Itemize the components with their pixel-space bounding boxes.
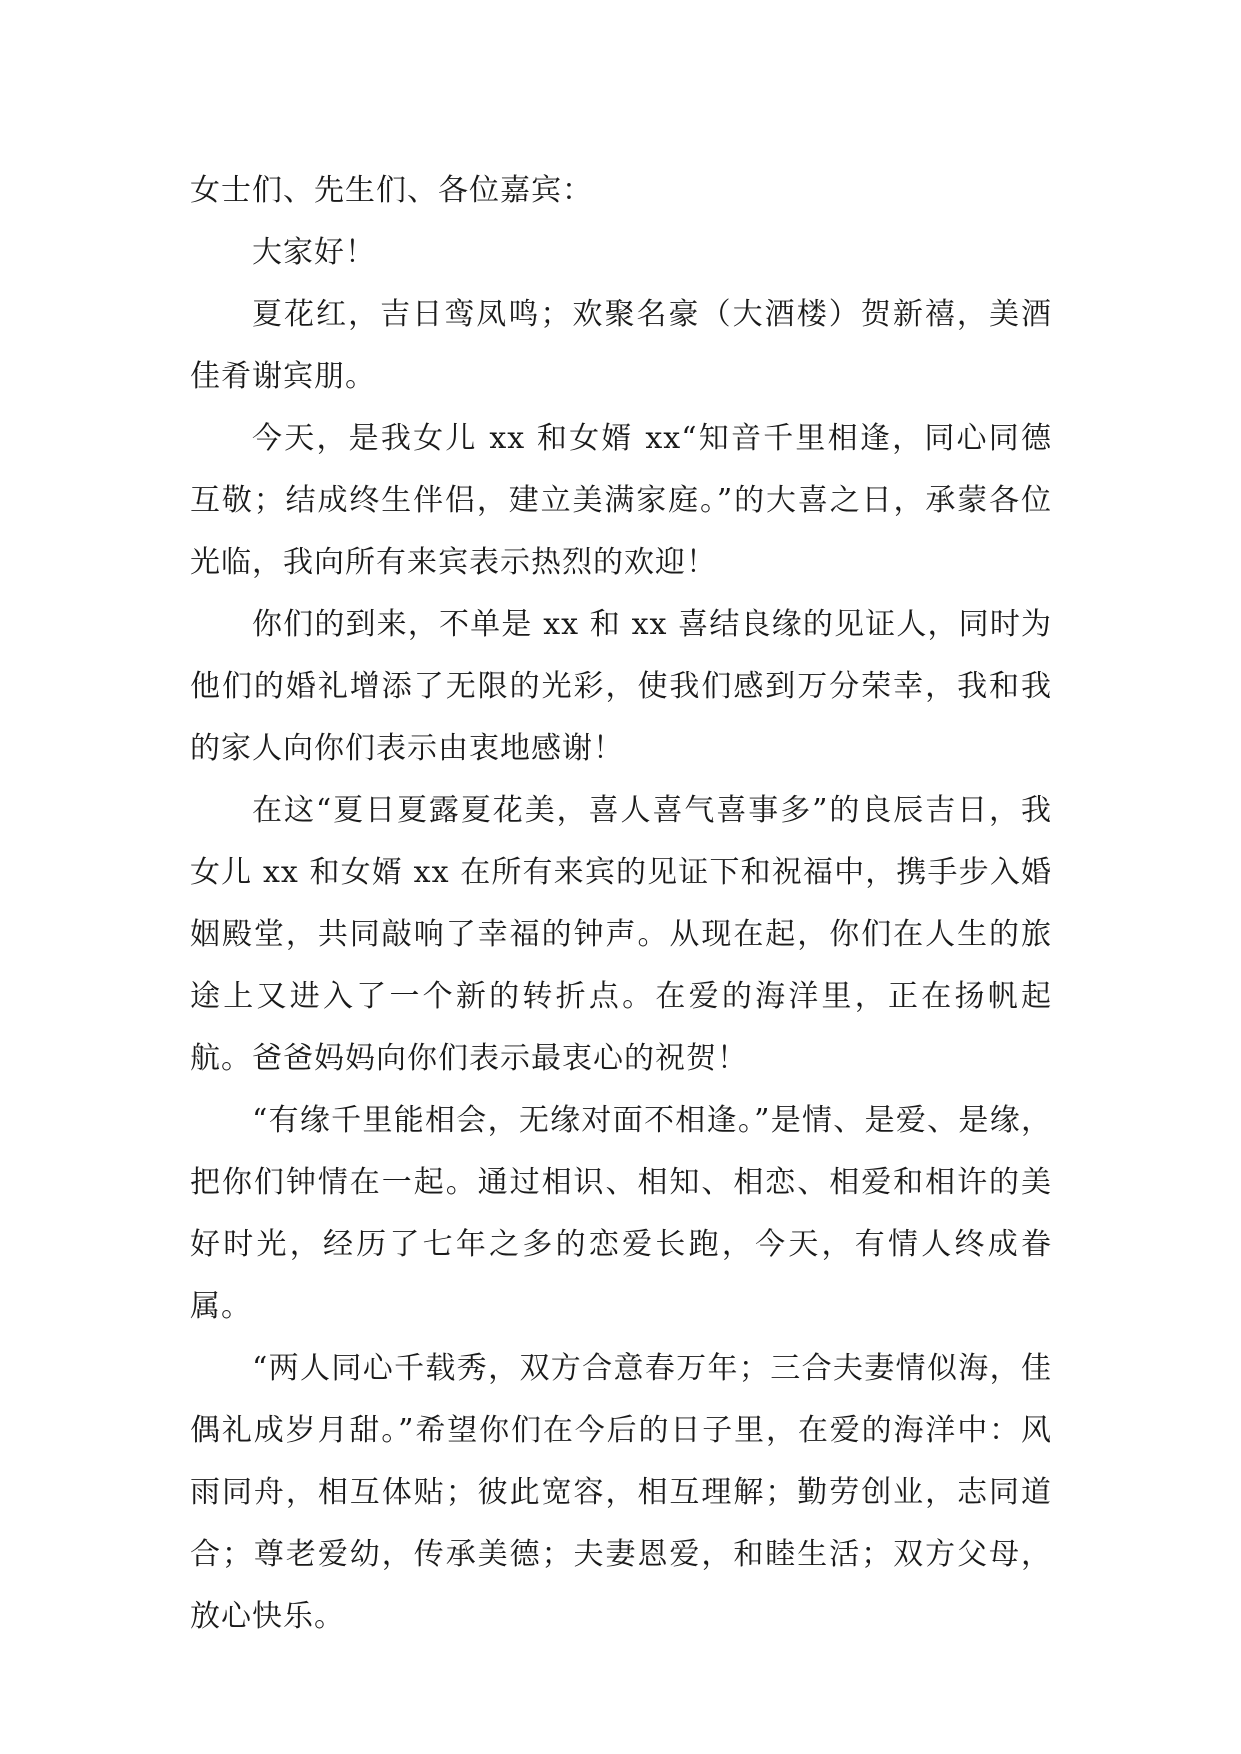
paragraph-ceremony: 在这“夏日夏露夏花美，喜人喜气喜事多”的良辰吉日，我女儿 xx 和女婿 xx 在所有来宾的见证下和祝福中，携手步入婚姻殿堂，共同敲响了幸福的钟声。从现在起，你们在人生的旅途上又进入了一个新的转折点。在爱的海洋里，正在扬帆起航。爸爸妈妈向你们表示最衷心的祝贺！ — [190, 793, 1052, 1076]
paragraph-destiny: “有缘千里能相会，无缘对面不相逢。”是情、是爱、是缘，把你们钟情在一起。通过相识、相知、相恋、相爱和相许的美好时光，经历了七年之多的恋爱长跑，今天，有情人终成眷属。 — [190, 1103, 1052, 1324]
paragraph-thanks: 你们的到来，不单是 xx 和 xx 喜结良缘的见证人，同时为他们的婚礼增添了无限的光彩，使我们感到万分荣幸，我和我的家人向你们表示由衷地感谢！ — [190, 607, 1052, 766]
paragraph-wishes: “两人同心千载秀，双方合意春万年；三合夫妻情似海，佳偶礼成岁月甜。”希望你们在今后的日子里，在爱的海洋中：风雨同舟，相互体贴；彼此宽容，相互理解；勤劳创业，志同道合；尊老爱幼，传承美德；夫妻恩爱，和睦生活；双方父母，放心快乐。 — [190, 1351, 1052, 1634]
paragraph-welcome: 今天，是我女儿 xx 和女婿 xx“知音千里相逢，同心同德互敬；结成终生伴侣，建立美满家庭。”的大喜之日，承蒙各位光临，我向所有来宾表示热烈的欢迎！ — [190, 421, 1052, 580]
salutation: 女士们、先生们、各位嘉宾： — [190, 173, 593, 208]
paragraph-greeting: 大家好！ — [252, 235, 376, 270]
paragraph-opening-couplet: 夏花红，吉日鸾凤鸣；欢聚名豪（大酒楼）贺新禧，美酒佳肴谢宾朋。 — [190, 297, 1052, 394]
speech-body — [190, 160, 1052, 1648]
